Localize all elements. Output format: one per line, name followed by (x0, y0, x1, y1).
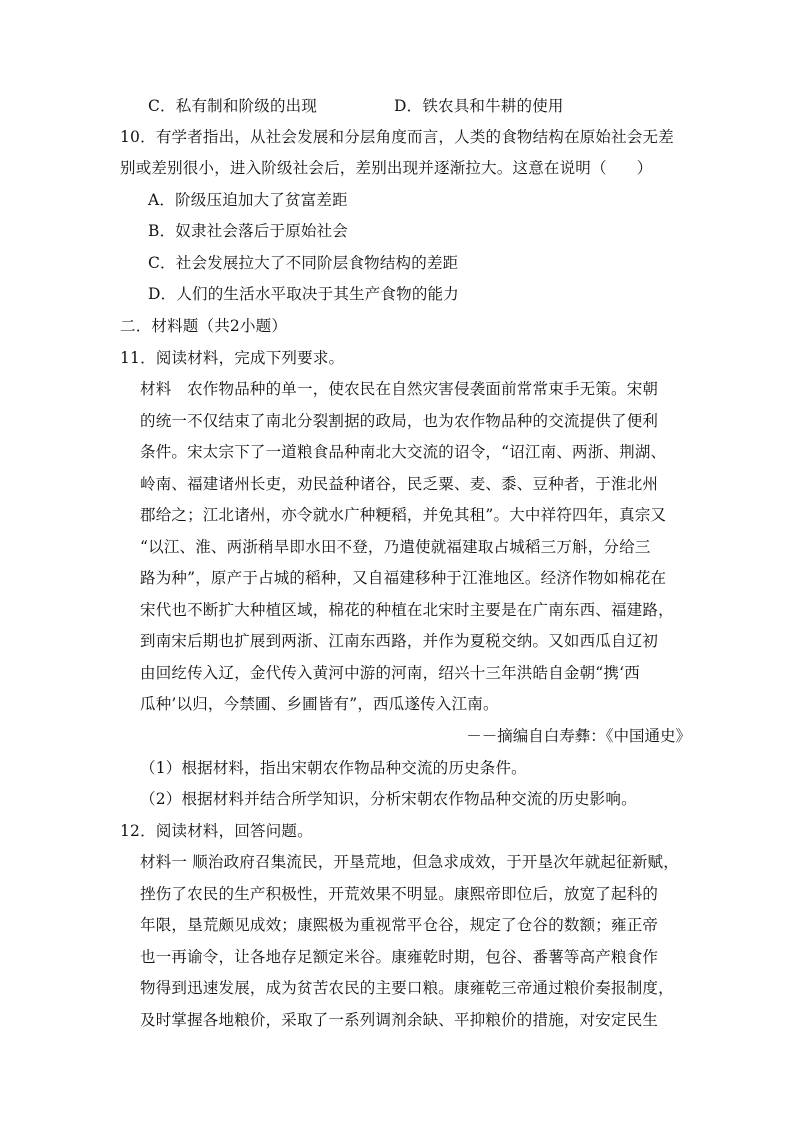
q12-material-line: 挫伤了农民的生产积极性，开荒效果不明显。康熙帝即位后，放宽了起科的 (140, 885, 659, 903)
q11-sub-question-1: （1）根据材料，指出宋朝农作物品种交流的历史条件。 (140, 759, 527, 777)
q12-material-line: 年限，垦荒颇见成效；康熙极为重视常平仓谷，规定了仓谷的数额；雍正帝 (140, 916, 659, 934)
q9-options-row (148, 96, 668, 116)
q11-material-line: 的统一不仅结束了南北分裂割据的政局，也为农作物品种的交流提供了便利 (140, 412, 659, 430)
q11-material-line: 瓜种’以归，今禁圃、乡圃皆有”，西瓜遂传入江南。 (140, 695, 499, 713)
q12-material-line: 物得到迅速发展，成为贫苦农民的主要口粮。康雍乾三帝通过粮价奏报制度， (140, 979, 674, 997)
q11-sub-question-2: （2）根据材料并结合所学知识，分析宋朝农作物品种交流的历史影响。 (140, 790, 637, 808)
q10-stem-line-1: 10．有学者指出，从社会发展和分层角度而言，人类的食物结构在原始社会无差 (120, 128, 674, 146)
q12-stem: 12．阅读材料，回答问题。 (120, 822, 313, 840)
q10-stem-line-2 (120, 158, 652, 178)
q10-option-a: A．阶级压迫加大了贫富差距 (148, 191, 348, 209)
q11-material-line: 材料 农作物品种的单一，使农民在自然灾害侵袭面前常常束手无策。宋朝 (140, 380, 659, 398)
q12-material-line: 也一再谕令，让各地存足额定米谷。康雍乾时期，包谷、番薯等高产粮食作 (140, 948, 659, 966)
q11-material-line: 郡给之；江北诸州，亦令就水广种粳稻，并免其租”。大中祥符四年，真宗又 (140, 506, 667, 524)
q11-material-line: 宋代也不断扩大种植区域，棉花的种植在北宋时主要是在广南东西、福建路， (140, 601, 674, 619)
q11-attribution: －－摘编自白寿彝：《中国通史》 (466, 727, 691, 745)
q10-stem-close-paren: ） (636, 159, 653, 177)
q10-option-c: C．社会发展拉大了不同阶层食物结构的差距 (148, 254, 459, 272)
q11-material-line: 路为种”，原产于占城的稻种，又自福建移种于江淮地区。经济作物如棉花在 (140, 569, 667, 587)
q11-material-line: “以江、淮、两浙稍旱即水田不登，乃遣使就福建取占城稻三万斛，分给三 (140, 538, 651, 556)
q11-stem: 11．阅读材料，完成下列要求。 (120, 349, 345, 367)
q11-material-line: 岭南、福建诸州长吏，劝民益种诸谷，民乏粟、麦、黍、豆种者，于淮北州 (140, 475, 659, 493)
q11-material-line: 由回纥传入辽，金代传入黄河中游的河南，绍兴十三年洪皓自金朝“携‘西 (140, 664, 640, 682)
q10-stem-line-2-text: 别或差别很小，进入阶级社会后，差别出现并逐渐拉大。这意在说明（ (120, 159, 607, 177)
q9-option-d: D．铁农具和牛耕的使用 (394, 97, 564, 115)
q12-material-line: 材料一 顺治政府召集流民，开垦荒地，但急求成效，于开垦次年就起征新赋， (140, 853, 679, 871)
q12-material-line: 及时掌握各地粮价，采取了一系列调剂余缺、平抑粮价的措施，对安定民生 (140, 1011, 659, 1029)
q11-material-line: 到南宋后期也扩展到两浙、江南东西路，并作为夏税交纳。又如西瓜自辽初 (140, 632, 659, 650)
section-title: 二．材料题（共2小题） (120, 317, 288, 335)
q10-option-d: D．人们的生活水平取决于其生产食物的能力 (148, 285, 459, 303)
q11-material-line: 条件。宋太宗下了一道粮食品种南北大交流的诏令，“诏江南、两浙、荆湖、 (140, 443, 667, 461)
q9-option-c: C．私有制和阶级的出现 (148, 97, 318, 115)
q10-option-b: B．奴隶社会落后于原始社会 (148, 222, 348, 240)
